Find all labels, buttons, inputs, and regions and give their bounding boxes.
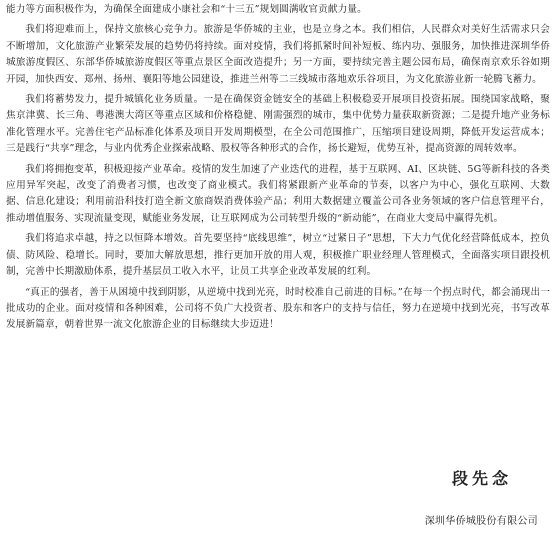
company-name: 深圳华侨城股份有限公司 (424, 516, 538, 527)
paragraph-urbanization: 我们将蓄势发力，提升城镇化业务质量。一是在确保资金链安全的基础上积极稳妥开展项目投资拓展。围绕国家战略，聚焦京津冀、长三角、粤港澳大湾区等重点区域和价格稳健、刚需强烈的城市，集中优势力量获取新资源；二是提升地产业务标准化管理水平。完善住宅产品标准化体系及项目开发周期模型，在全公司范围推广，压缩项目建设周期，降低开发运营成本；三是践行“共享”理念，与业内优秀企业探索战略、股权等各种形式的合作，扬长避短，优势互补，提高资源的周转效率。 (6, 94, 550, 155)
paragraph-cost-reduction: 我们将追求卓越，持之以恒降本增效。首先要坚持“底线思维”，树立“过紧日子”思想，下大力气优化经营降低成本，控负债、防风险、稳增长。同时，要加大解放思想，推行更加开放的用人观，积极推广职业经理人管理模式，全面落实项目跟投机制，完善中长期激励体系，提升基层员工收入水平，让员工共享企业改革发展的红利。 (6, 233, 550, 278)
paragraph-continued: 能力等方面积极作为，为确保全面建成小康社会和“十三五”规划圆满收官贡献力量。 (6, 4, 367, 15)
paragraph-closing: “真正的强者，善于从困境中找到阴影，从逆境中找到光亮，时时校准自己前进的目标。”在每一个拐点时代，都会涌现出一批成功的企业。面对疫情和各种困难，公司将不负广大投资者、股东和客户的支持与信任，努力在逆境中找到光亮，书写改革发展新篇章，朝着世界一流文化旅游企业的目标继续大步迈进！ (6, 286, 550, 331)
paragraph-tourism: 我们将迎难而上，保持文旅核心竞争力。旅游是华侨城的主业，也是立身之本。我们相信，人民群众对美好生活需求只会不断增加，文化旅游产业繁荣发展的趋势仍将持续。面对疫情，我们将抓紧时间补短板、练内功、强服务，加快推进深圳华侨城旅游度假区、东部华侨城旅游度假区等重点景区全面改造提升；另一方面，要持续完善主题公园布局，确保南京欢乐谷如期开园，加快西安、郑州、扬州、襄阳等地公园建设，推进兰州等二三线城市落地欢乐谷项目，为文化旅游业新一轮腾飞蓄力。 (6, 24, 550, 85)
paragraph-industrial-revolution: 我们将拥抱变革，积极迎接产业革命。疫情的发生加速了产业迭代的进程，基于互联网、AI、区块链、5G等新科技的各类应用异军突起，改变了消费者习惯，也改变了商业模式。我们将紧跟新产业革命的节奏，以客户为中心，强化互联网、大数据、信息化建设；利用前沿科技打造全新文旅商娱消费体验产品；利用大数据建立覆盖公司各业务领域的客户信息管理平台，推动增值服务、实现流量变现，赋能业务发展，让互联网成为公司转型升级的“新动能”，在商业大变局中赢得先机。 (6, 163, 550, 224)
letter-body (6, 2, 550, 338)
signature: 段先念 (451, 469, 512, 488)
